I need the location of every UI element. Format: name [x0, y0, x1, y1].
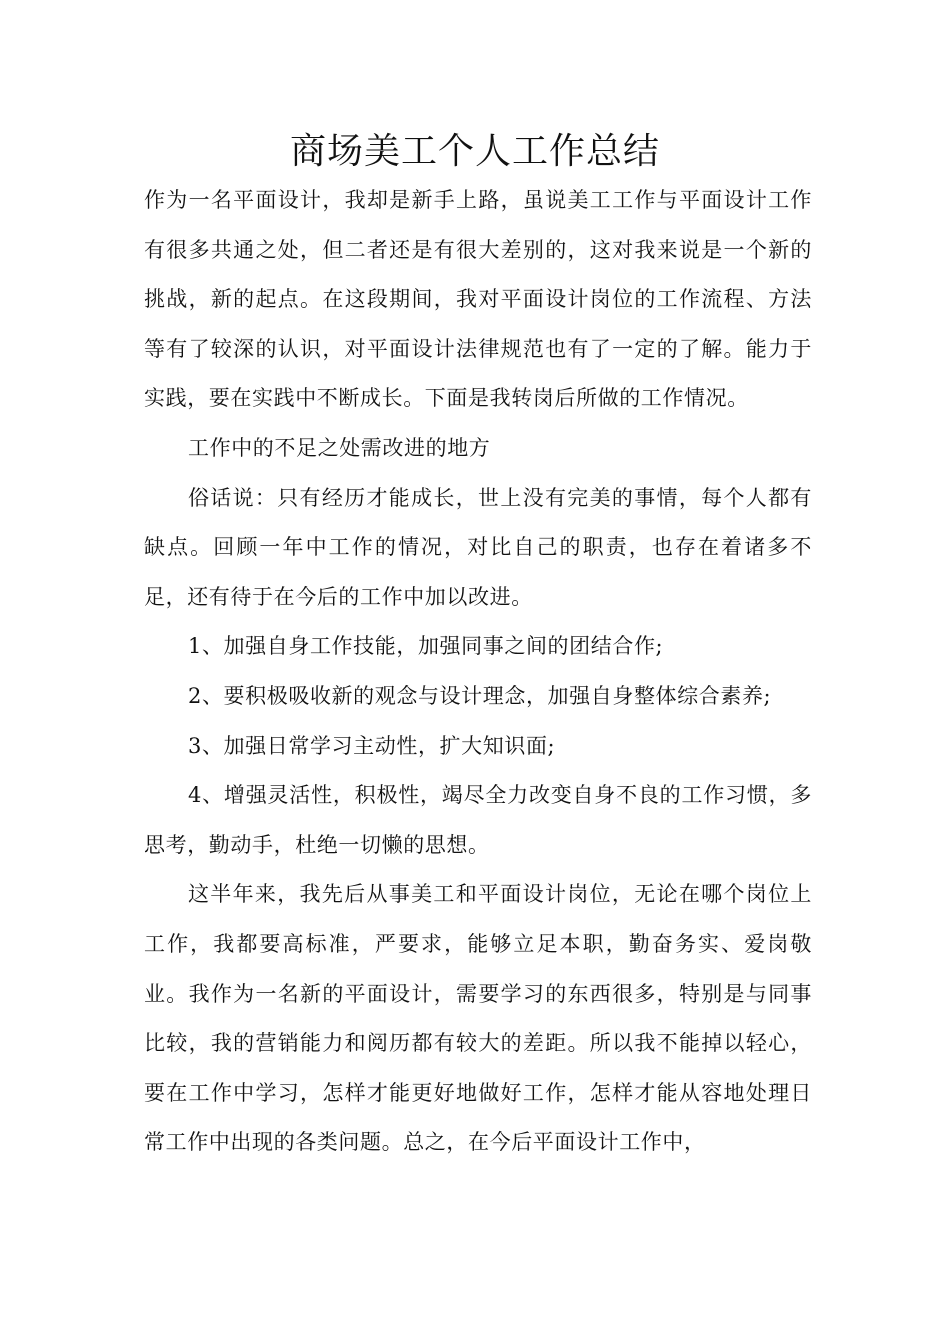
list-item-1: 1、加强自身工作技能，加强同事之间的团结合作; [188, 634, 664, 659]
list-item-3: 3、加强日常学习主动性，扩大知识面; [188, 733, 556, 758]
paragraph-half-year: 这半年来，我先后从事美工和平面设计岗位，无论在哪个岗位上工作，我都要高标准，严要求，能够立足本职，勤奋务实、爱岗敬业。我作为一名新的平面设计，需要学习的东西很多，特别是与同事比较，我的营销能力和阅历都有较大的差距。所以我不能掉以轻心，要在工作中学习，怎样才能更好地做好工作，怎样才能从容地处理日常工作中出现的各类问题。总之，在今后平面设计工作中， [144, 882, 812, 1155]
document-title: 商场美工个人工作总结 [289, 131, 660, 172]
paragraph-intro: 作为一名平面设计，我却是新手上路，虽说美工工作与平面设计工作有很多共通之处，但二者还是有很大差别的，这对我来说是一个新的挑战，新的起点。在这段期间，我对平面设计岗位的工作流程、方法等有了较深的认识，对平面设计法律规范也有了一定的了解。能力于实践，要在实践中不断成长。下面是我转岗后所做的工作情况。 [144, 188, 812, 411]
document-body [144, 176, 812, 1168]
paragraph-shortcomings: 俗话说：只有经历才能成长，世上没有完美的事情，每个人都有缺点。回顾一年中工作的情况，对比自己的职责，也存在着诸多不足，还有待于在今后的工作中加以改进。 [144, 485, 812, 609]
section-heading: 工作中的不足之处需改进的地方 [188, 435, 491, 460]
list-item-4: 4、增强灵活性，积极性，竭尽全力改变自身不良的工作习惯，多思考，勤动手，杜绝一切懒的思想。 [144, 783, 812, 857]
list-item-2: 2、要积极吸收新的观念与设计理念，加强自身整体综合素养; [188, 683, 772, 708]
